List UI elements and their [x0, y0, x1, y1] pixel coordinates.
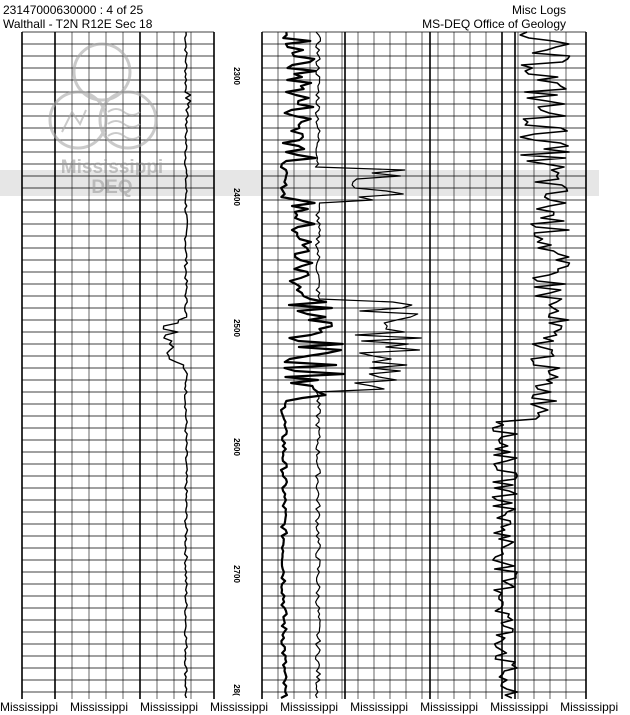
depth-label: 2500 — [232, 319, 241, 337]
curves — [163, 32, 569, 698]
footer-mississippi-label: Mississippi — [420, 700, 479, 714]
right-track-curve-1 — [281, 32, 344, 698]
depth-track — [232, 67, 241, 696]
depth-label: 2600 — [232, 438, 241, 456]
footer-watermark-row — [0, 699, 619, 715]
well-id-line: 23147000630000 : 4 of 25 — [3, 3, 144, 17]
depth-label: 2700 — [232, 565, 241, 583]
left-track-curve — [163, 32, 190, 698]
location-line: Walthall - T2N R12E Sec 18 — [3, 17, 153, 31]
footer-mississippi-label: Mississippi — [560, 700, 619, 714]
depth-label: 28( — [232, 684, 241, 696]
category-line: Misc Logs — [511, 3, 566, 17]
watermark-line-2: DEQ — [91, 177, 133, 198]
footer-mississippi-label: Mississippi — [280, 700, 339, 714]
footer-mississippi-label: Mississippi — [490, 700, 549, 714]
footer-mississippi-label: Mississippi — [350, 700, 409, 714]
footer-mississippi-label: Mississippi — [0, 700, 59, 714]
footer-mississippi-label: Mississippi — [210, 700, 269, 714]
depth-label: 2400 — [232, 188, 241, 206]
watermark-line-1: Mississippi — [60, 157, 164, 178]
right-track-curve-3 — [493, 32, 570, 698]
office-line: MS-DEQ Office of Geology — [422, 17, 566, 31]
depth-label: 2300 — [232, 67, 241, 85]
footer-mississippi-label: Mississippi — [70, 700, 129, 714]
footer-mississippi-label: Mississippi — [140, 700, 199, 714]
watermark-text — [52, 158, 172, 198]
